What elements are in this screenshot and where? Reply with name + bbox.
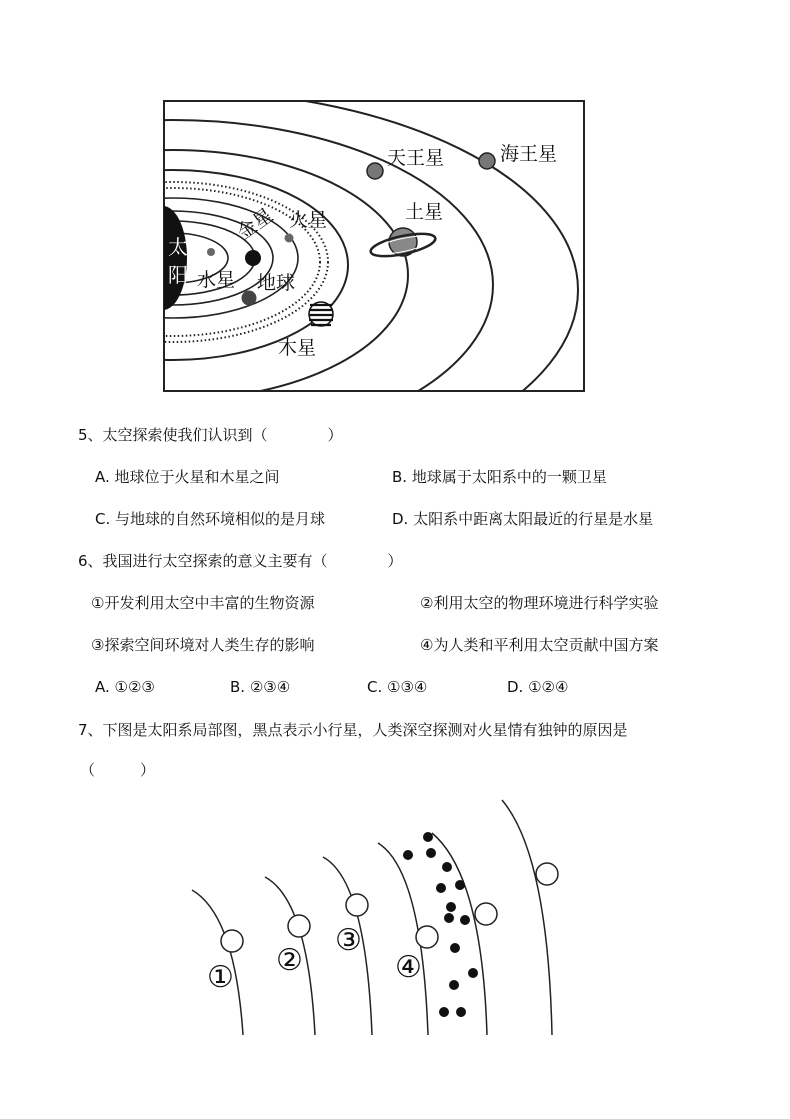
planet-5 (475, 903, 497, 925)
venus-label: 金星 (233, 204, 278, 245)
jupiter-label: 木星 (278, 337, 317, 359)
q6-item-1: ①开发利用太空中丰富的生物资源 (91, 594, 315, 612)
q5-option-a: A. 地球位于火星和木星之间 (95, 468, 280, 486)
orbit-5 (432, 833, 487, 1035)
label-4: ④ (395, 950, 422, 985)
uranus (367, 163, 383, 179)
q6-item-2: ②利用太空的物理环境进行科学实验 (420, 594, 659, 612)
uranus-label: 天王星 (387, 147, 445, 169)
q6-stem: 6、我国进行太空探索的意义主要有（ ） (78, 552, 403, 570)
q5-option-b: B. 地球属于太阳系中的一颗卫星 (392, 468, 607, 486)
label-3: ③ (335, 923, 362, 958)
q5-stem: 5、太空探索使我们认识到（ ） (78, 426, 343, 444)
q6-option-d: D. ①②④ (507, 678, 569, 696)
earth (242, 291, 257, 306)
sun-label-bottom: 阳 (168, 263, 188, 287)
mercury-label: 水星 (197, 269, 236, 291)
neptune (479, 153, 495, 169)
venus (245, 250, 261, 266)
planet-1 (221, 930, 243, 952)
q5-option-d: D. 太阳系中距离太阳最近的行星是水星 (392, 510, 654, 528)
sun-label-top: 太 (168, 235, 188, 259)
q5-option-c: C. 与地球的自然环境相似的是月球 (95, 510, 326, 528)
mars-label: 火星 (289, 209, 328, 231)
q6-option-b: B. ②③④ (230, 678, 291, 696)
q6-item-3: ③探索空间环境对人类生存的影响 (91, 636, 315, 654)
q6-option-c: C. ①③④ (367, 678, 428, 696)
mercury (207, 248, 215, 256)
jupiter (309, 302, 333, 326)
planet-2 (288, 915, 310, 937)
saturn-label: 土星 (405, 201, 444, 223)
neptune-label: 海王星 (500, 143, 558, 165)
label-2: ② (276, 943, 303, 978)
earth-label: 地球 (257, 272, 296, 294)
q6-item-4: ④为人类和平利用太空贡献中国方案 (420, 636, 659, 654)
orbit-6 (502, 800, 552, 1035)
planet-4 (416, 926, 438, 948)
solar-system-diagram (163, 100, 585, 392)
mars (285, 234, 294, 243)
asteroid-belt (403, 832, 478, 1017)
partial-solar-system-diagram (190, 795, 570, 1040)
planet-6 (536, 863, 558, 885)
q6-option-a: A. ①②③ (95, 678, 155, 696)
planet-3 (346, 894, 368, 916)
q7-stem: 7、下图是太阳系局部图，黑点表示小行星，人类深空探测对火星情有独钟的原因是 (78, 721, 628, 739)
q7-answer-paren: （ ） (80, 761, 156, 779)
label-1: ① (207, 960, 234, 995)
